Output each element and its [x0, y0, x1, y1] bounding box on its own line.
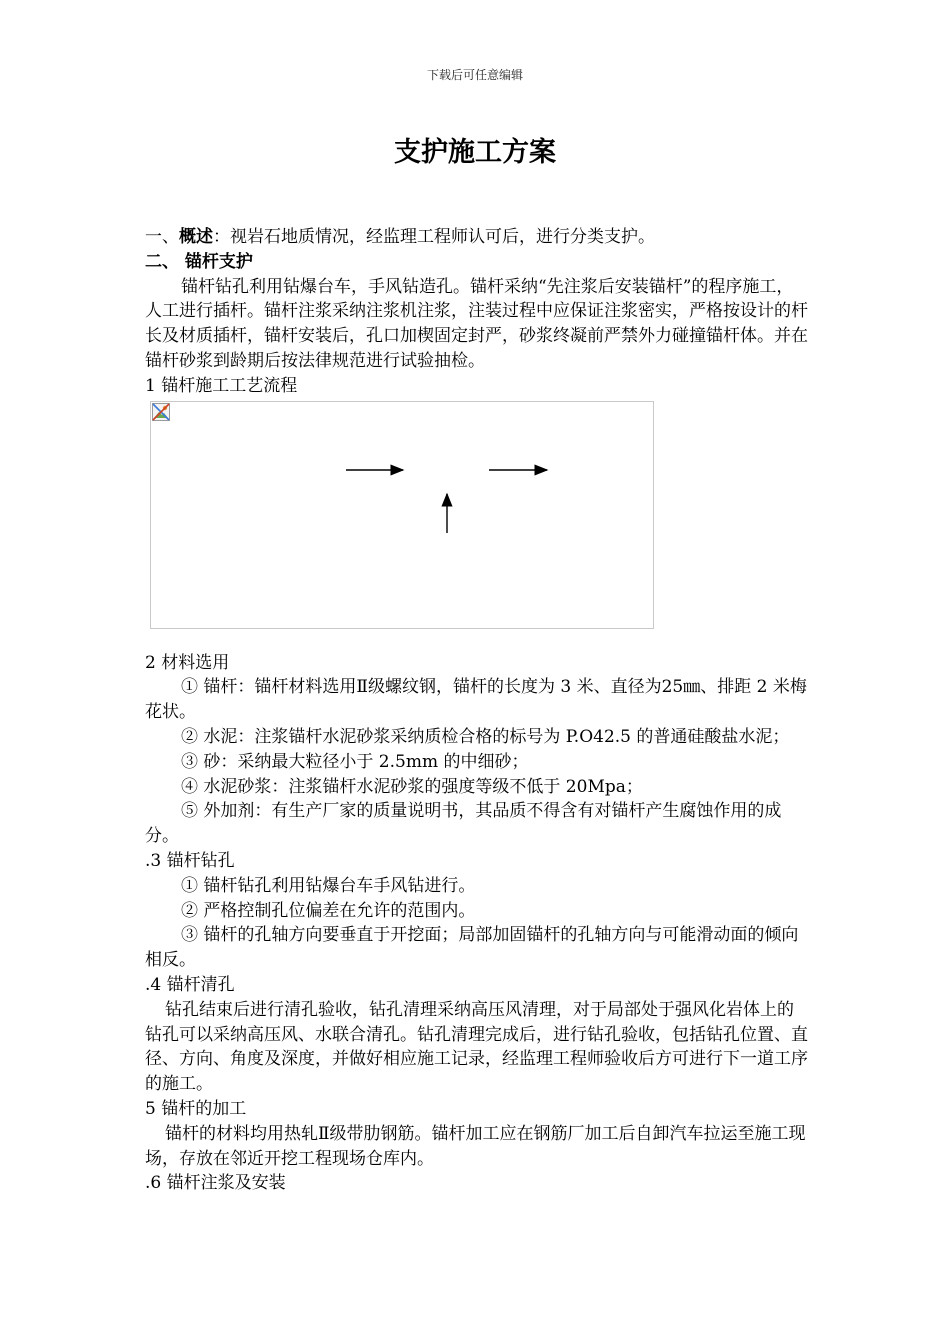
paragraph: 钻孔结束后进行清孔验收，钻孔清理采纳高压风清理，对于局部处于强风化岩体上的钻孔可以采纳高压风、水联合清孔。钻孔清理完成后，进行钻孔验收，包括钻孔位置、直径、方向、角度及深度，并做好相应施工记录，经监理工程师验收后方可进行下一道工序的施工。	[145, 999, 808, 1095]
list-item: ① 锚杆：锚杆材料选用Ⅱ级螺纹钢，锚杆的长度为 3 米、直径为25㎜、排距 2 米梅花状。	[145, 677, 807, 723]
paragraph: 锚杆钻孔利用钻爆台车，手风钻造孔。锚杆采纳“先注浆后安装锚杆”的程序施工，人工进行插杆。锚杆注浆采纳注浆机注浆，注装过程中应保证注浆密实，严格按设计的杆长及材质插杆，锚杆安装后，孔口加楔固定封严，砂浆终凝前严禁外力碰撞锚杆体。并在锚杆砂浆到龄期后按法律规范进行试验抽检。	[145, 276, 808, 371]
section-heading-anchor-support: 二、 锚杆支护	[145, 251, 253, 272]
page-header: 下载后可任意编辑	[426, 68, 523, 82]
section-overview	[145, 225, 810, 250]
subsection-heading: .6 锚杆注浆及安装	[145, 1173, 286, 1194]
list-item: ⑤ 外加剂：有生产厂家的质量说明书，其品质不得含有对锚杆产生腐蚀作用的成分。	[145, 801, 782, 847]
list-item: ③ 锚杆的孔轴方向要垂直于开挖面；局部加固锚杆的孔轴方向与可能滑动面的倾向相反。	[145, 925, 799, 971]
subsection-heading: .3 锚杆钻孔	[145, 850, 235, 871]
list-item: ① 锚杆钻孔利用钻爆台车手风钻进行。	[181, 875, 476, 896]
section-number: 一、	[145, 227, 179, 247]
section-text: ：视岩石地质情况，经监理工程师认可后，进行分类支护。	[213, 227, 655, 247]
subsection-heading: 2 材料选用	[145, 652, 230, 673]
paragraph: 锚杆的材料均用热轧Ⅱ级带肋钢筋。锚杆加工应在钢筋厂加工后自卸汽车拉运至施工现场，存放在邻近开挖工程现场仓库内。	[145, 1123, 806, 1169]
document-body	[145, 225, 810, 1196]
subsection-heading: .4 锚杆清孔	[145, 974, 235, 995]
list-item: ② 严格控制孔位偏差在允许的范围内。	[181, 900, 476, 921]
process-flow-figure	[150, 401, 654, 629]
list-item: ③ 砂：采纳最大粒径小于 2.5mm 的中细砂；	[181, 751, 529, 772]
document-title: 支护施工方案	[394, 137, 556, 168]
subsection-heading: 5 锚杆的加工	[145, 1098, 247, 1119]
subsection-heading: 1 锚杆施工工艺流程	[145, 375, 298, 396]
section-heading: 概述	[179, 227, 213, 247]
list-item: ② 水泥：注浆锚杆水泥砂浆采纳质检合格的标号为 P.O42.5 的普通硅酸盐水泥；	[181, 726, 790, 747]
list-item: ④ 水泥砂浆：注浆锚杆水泥砂浆的强度等级不低于 20Mpa；	[181, 776, 643, 797]
